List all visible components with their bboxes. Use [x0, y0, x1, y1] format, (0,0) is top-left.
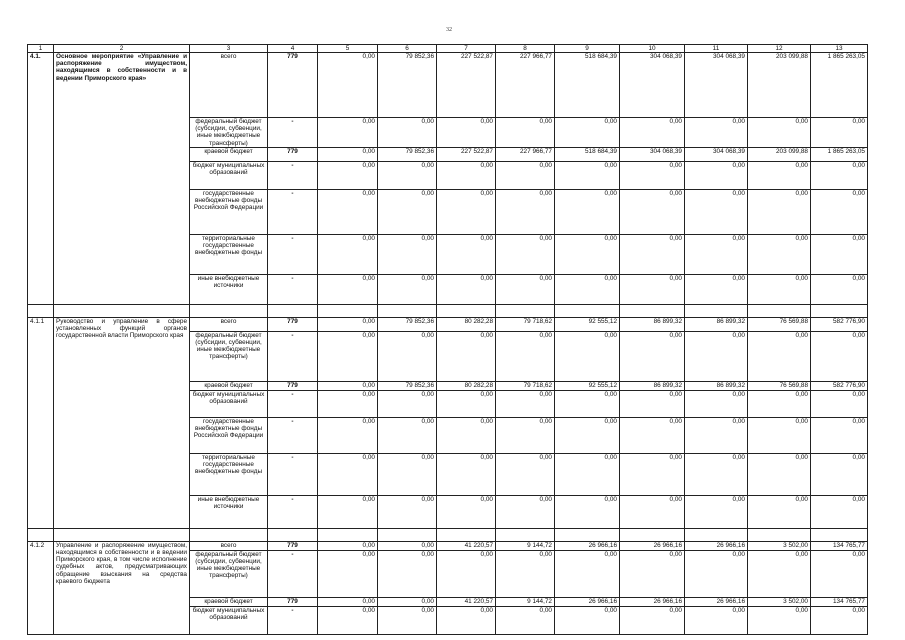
- activity-title: Управление и распоряжение имуществом, находящимся в собственности и в ведении Приморского края, в том числе исполнение судебных актов, предусматривающих обращение взыскания на средства краевого бюджета: [54, 541, 190, 634]
- funding-source: иные внебюджетные источники: [190, 274, 268, 304]
- amount-cell: 0,00: [378, 417, 437, 453]
- amount-cell: 0,00: [378, 541, 437, 550]
- amount-cell: 92 555,12: [555, 381, 620, 390]
- column-number: 7: [437, 45, 496, 53]
- amount-cell: 86 899,32: [620, 381, 685, 390]
- table-row: [28, 317, 868, 331]
- empty-cell: [555, 304, 620, 317]
- empty-cell: [555, 528, 620, 541]
- funding-source: всего: [190, 53, 268, 118]
- amount-cell: 79 852,36: [378, 147, 437, 161]
- amount-cell: 79 718,62: [496, 317, 555, 331]
- budget-code: 779: [268, 53, 318, 118]
- amount-cell: 0,00: [620, 234, 685, 274]
- budget-code: 779: [268, 317, 318, 331]
- amount-cell: 86 899,32: [685, 381, 748, 390]
- amount-cell: 41 220,57: [437, 541, 496, 550]
- amount-cell: 76 569,88: [748, 317, 811, 331]
- amount-cell: 0,00: [318, 381, 378, 390]
- amount-cell: 0,00: [378, 118, 437, 148]
- amount-cell: 0,00: [318, 417, 378, 453]
- budget-code: -: [268, 390, 318, 417]
- amount-cell: 0,00: [748, 234, 811, 274]
- amount-cell: 0,00: [685, 331, 748, 381]
- amount-cell: 0,00: [496, 453, 555, 495]
- amount-cell: 0,00: [318, 147, 378, 161]
- amount-cell: 0,00: [318, 550, 378, 597]
- budget-code: -: [268, 161, 318, 189]
- amount-cell: 0,00: [685, 417, 748, 453]
- empty-cell: [268, 528, 318, 541]
- amount-cell: 0,00: [811, 274, 868, 304]
- funding-source: федеральный бюджет (субсидии, субвенции, иные межбюджетные трансферты): [190, 550, 268, 597]
- budget-code: -: [268, 550, 318, 597]
- amount-cell: 0,00: [437, 331, 496, 381]
- amount-cell: 304 068,39: [620, 53, 685, 118]
- empty-cell: [620, 528, 685, 541]
- column-number: 6: [378, 45, 437, 53]
- amount-cell: 0,00: [378, 550, 437, 597]
- amount-cell: 79 852,36: [378, 53, 437, 118]
- amount-cell: 0,00: [437, 161, 496, 189]
- amount-cell: 0,00: [496, 118, 555, 148]
- amount-cell: 227 522,87: [437, 147, 496, 161]
- amount-cell: 1 865 263,05: [811, 53, 868, 118]
- empty-cell: [748, 528, 811, 541]
- amount-cell: 0,00: [437, 189, 496, 234]
- amount-cell: 0,00: [437, 606, 496, 634]
- amount-cell: 0,00: [811, 161, 868, 189]
- spacer-row: [28, 528, 868, 541]
- amount-cell: 518 684,39: [555, 53, 620, 118]
- amount-cell: 134 765,77: [811, 597, 868, 606]
- amount-cell: 518 684,39: [555, 147, 620, 161]
- amount-cell: 0,00: [811, 417, 868, 453]
- funding-source: бюджет муниципальных образований: [190, 606, 268, 634]
- amount-cell: 0,00: [318, 495, 378, 528]
- amount-cell: 0,00: [318, 606, 378, 634]
- amount-cell: 203 099,88: [748, 147, 811, 161]
- amount-cell: 26 966,16: [685, 597, 748, 606]
- amount-cell: 79 718,62: [496, 381, 555, 390]
- amount-cell: 9 144,72: [496, 597, 555, 606]
- column-number-row: [28, 45, 868, 53]
- amount-cell: 0,00: [496, 495, 555, 528]
- empty-cell: [685, 528, 748, 541]
- amount-cell: 0,00: [318, 331, 378, 381]
- amount-cell: 26 966,16: [555, 541, 620, 550]
- amount-cell: 0,00: [318, 597, 378, 606]
- amount-cell: 0,00: [811, 189, 868, 234]
- column-number: 2: [54, 45, 190, 53]
- amount-cell: 0,00: [685, 189, 748, 234]
- funding-source: территориальные государственные внебюджетные фонды: [190, 453, 268, 495]
- amount-cell: 0,00: [685, 390, 748, 417]
- amount-cell: 0,00: [811, 331, 868, 381]
- amount-cell: 79 852,36: [378, 381, 437, 390]
- amount-cell: 0,00: [496, 189, 555, 234]
- amount-cell: 26 966,16: [620, 597, 685, 606]
- funding-source: краевой бюджет: [190, 147, 268, 161]
- empty-cell: [54, 528, 190, 541]
- amount-cell: 1 865 263,05: [811, 147, 868, 161]
- column-number: 8: [496, 45, 555, 53]
- amount-cell: 0,00: [620, 495, 685, 528]
- budget-code: 779: [268, 147, 318, 161]
- budget-code: -: [268, 606, 318, 634]
- amount-cell: 0,00: [496, 234, 555, 274]
- amount-cell: 0,00: [811, 453, 868, 495]
- amount-cell: 0,00: [555, 189, 620, 234]
- amount-cell: 80 282,28: [437, 381, 496, 390]
- amount-cell: 0,00: [555, 417, 620, 453]
- amount-cell: 0,00: [748, 550, 811, 597]
- amount-cell: 0,00: [685, 234, 748, 274]
- empty-cell: [378, 304, 437, 317]
- amount-cell: 86 899,32: [685, 317, 748, 331]
- column-number: 3: [190, 45, 268, 53]
- amount-cell: 0,00: [378, 606, 437, 634]
- amount-cell: 0,00: [620, 189, 685, 234]
- amount-cell: 0,00: [620, 118, 685, 148]
- amount-cell: 0,00: [555, 234, 620, 274]
- amount-cell: 0,00: [318, 453, 378, 495]
- budget-code: -: [268, 331, 318, 381]
- amount-cell: 0,00: [748, 161, 811, 189]
- row-code: 4.1.: [28, 53, 54, 305]
- column-number: 12: [748, 45, 811, 53]
- amount-cell: 0,00: [748, 331, 811, 381]
- amount-cell: 0,00: [555, 390, 620, 417]
- empty-cell: [28, 528, 54, 541]
- empty-cell: [811, 528, 868, 541]
- funding-source: иные внебюджетные источники: [190, 495, 268, 528]
- amount-cell: 0,00: [685, 495, 748, 528]
- amount-cell: 0,00: [555, 453, 620, 495]
- amount-cell: 0,00: [437, 118, 496, 148]
- amount-cell: 0,00: [685, 274, 748, 304]
- budget-code: -: [268, 495, 318, 528]
- budget-code: -: [268, 417, 318, 453]
- empty-cell: [685, 304, 748, 317]
- amount-cell: 0,00: [811, 550, 868, 597]
- amount-cell: 0,00: [685, 606, 748, 634]
- funding-source: краевой бюджет: [190, 381, 268, 390]
- amount-cell: 0,00: [437, 417, 496, 453]
- amount-cell: 0,00: [555, 550, 620, 597]
- amount-cell: 0,00: [437, 274, 496, 304]
- amount-cell: 3 502,00: [748, 597, 811, 606]
- amount-cell: 86 899,32: [620, 317, 685, 331]
- amount-cell: 0,00: [620, 331, 685, 381]
- empty-cell: [378, 528, 437, 541]
- amount-cell: 0,00: [378, 453, 437, 495]
- empty-cell: [437, 528, 496, 541]
- empty-cell: [190, 304, 268, 317]
- amount-cell: 0,00: [620, 161, 685, 189]
- empty-cell: [54, 304, 190, 317]
- amount-cell: 0,00: [685, 550, 748, 597]
- amount-cell: 0,00: [318, 161, 378, 189]
- amount-cell: 0,00: [378, 274, 437, 304]
- budget-table: [27, 44, 868, 635]
- amount-cell: 0,00: [620, 606, 685, 634]
- funding-source: всего: [190, 541, 268, 550]
- amount-cell: 0,00: [620, 453, 685, 495]
- budget-code: -: [268, 189, 318, 234]
- amount-cell: 0,00: [318, 274, 378, 304]
- column-number: 4: [268, 45, 318, 53]
- amount-cell: 0,00: [685, 161, 748, 189]
- amount-cell: 3 502,00: [748, 541, 811, 550]
- amount-cell: 0,00: [378, 390, 437, 417]
- amount-cell: 41 220,57: [437, 597, 496, 606]
- amount-cell: 0,00: [496, 417, 555, 453]
- amount-cell: 0,00: [748, 495, 811, 528]
- amount-cell: 0,00: [620, 274, 685, 304]
- amount-cell: 0,00: [496, 161, 555, 189]
- empty-cell: [190, 528, 268, 541]
- empty-cell: [620, 304, 685, 317]
- table-row: [28, 541, 868, 550]
- amount-cell: 26 966,16: [685, 541, 748, 550]
- amount-cell: 203 099,88: [748, 53, 811, 118]
- funding-source: государственные внебюджетные фонды Российской Федерации: [190, 417, 268, 453]
- funding-source: государственные внебюджетные фонды Российской Федерации: [190, 189, 268, 234]
- amount-cell: 0,00: [555, 606, 620, 634]
- empty-cell: [496, 304, 555, 317]
- empty-cell: [437, 304, 496, 317]
- empty-cell: [318, 304, 378, 317]
- amount-cell: 0,00: [378, 495, 437, 528]
- column-number: 5: [318, 45, 378, 53]
- amount-cell: 0,00: [496, 606, 555, 634]
- amount-cell: 0,00: [318, 317, 378, 331]
- column-number: 10: [620, 45, 685, 53]
- budget-code: 779: [268, 541, 318, 550]
- amount-cell: 0,00: [748, 417, 811, 453]
- row-code: 4.1.2: [28, 541, 54, 634]
- budget-code: -: [268, 274, 318, 304]
- empty-cell: [748, 304, 811, 317]
- funding-source: бюджет муниципальных образований: [190, 161, 268, 189]
- amount-cell: 0,00: [748, 390, 811, 417]
- amount-cell: 0,00: [318, 118, 378, 148]
- amount-cell: 134 765,77: [811, 541, 868, 550]
- amount-cell: 0,00: [496, 274, 555, 304]
- amount-cell: 0,00: [811, 606, 868, 634]
- amount-cell: 227 966,77: [496, 53, 555, 118]
- amount-cell: 92 555,12: [555, 317, 620, 331]
- funding-source: бюджет муниципальных образований: [190, 390, 268, 417]
- amount-cell: 0,00: [496, 390, 555, 417]
- amount-cell: 0,00: [318, 189, 378, 234]
- amount-cell: 0,00: [318, 53, 378, 118]
- column-number: 13: [811, 45, 868, 53]
- amount-cell: 0,00: [620, 417, 685, 453]
- amount-cell: 304 068,39: [685, 53, 748, 118]
- activity-title: Основное мероприятие «Управление и распоряжение имуществом, находящимся в собственности и в ведении Приморского края»: [54, 53, 190, 305]
- amount-cell: 26 966,16: [555, 597, 620, 606]
- amount-cell: 0,00: [437, 234, 496, 274]
- amount-cell: 0,00: [378, 189, 437, 234]
- amount-cell: 0,00: [318, 390, 378, 417]
- activity-title: Руководство и управление в сфере установленных функций органов государственной власти Приморского края: [54, 317, 190, 528]
- amount-cell: 0,00: [496, 550, 555, 597]
- amount-cell: 0,00: [748, 189, 811, 234]
- amount-cell: 0,00: [748, 118, 811, 148]
- column-number: 9: [555, 45, 620, 53]
- amount-cell: 26 966,16: [620, 541, 685, 550]
- amount-cell: 0,00: [811, 234, 868, 274]
- funding-source: всего: [190, 317, 268, 331]
- empty-cell: [268, 304, 318, 317]
- amount-cell: 0,00: [555, 161, 620, 189]
- empty-cell: [318, 528, 378, 541]
- page-number: 32: [446, 27, 452, 33]
- budget-code: -: [268, 118, 318, 148]
- funding-source: краевой бюджет: [190, 597, 268, 606]
- amount-cell: 0,00: [437, 550, 496, 597]
- amount-cell: 0,00: [555, 331, 620, 381]
- amount-cell: 0,00: [555, 118, 620, 148]
- amount-cell: 0,00: [496, 331, 555, 381]
- amount-cell: 0,00: [378, 234, 437, 274]
- amount-cell: 227 966,77: [496, 147, 555, 161]
- amount-cell: 0,00: [437, 390, 496, 417]
- amount-cell: 0,00: [685, 118, 748, 148]
- amount-cell: 0,00: [748, 274, 811, 304]
- table-row: [28, 53, 868, 118]
- amount-cell: 304 068,39: [685, 147, 748, 161]
- amount-cell: 0,00: [318, 234, 378, 274]
- amount-cell: 0,00: [378, 161, 437, 189]
- column-number: 11: [685, 45, 748, 53]
- amount-cell: 0,00: [811, 495, 868, 528]
- amount-cell: 9 144,72: [496, 541, 555, 550]
- budget-code: 779: [268, 597, 318, 606]
- amount-cell: 304 068,39: [620, 147, 685, 161]
- spacer-row: [28, 304, 868, 317]
- amount-cell: 0,00: [555, 274, 620, 304]
- amount-cell: 0,00: [811, 118, 868, 148]
- empty-cell: [496, 528, 555, 541]
- empty-cell: [811, 304, 868, 317]
- amount-cell: 0,00: [685, 453, 748, 495]
- amount-cell: 0,00: [620, 550, 685, 597]
- funding-source: федеральный бюджет (субсидии, субвенции, иные межбюджетные трансферты): [190, 331, 268, 381]
- amount-cell: 0,00: [378, 597, 437, 606]
- amount-cell: 76 569,88: [748, 381, 811, 390]
- amount-cell: 582 776,90: [811, 317, 868, 331]
- budget-code: -: [268, 453, 318, 495]
- empty-cell: [28, 304, 54, 317]
- amount-cell: 0,00: [437, 453, 496, 495]
- amount-cell: 582 776,90: [811, 381, 868, 390]
- amount-cell: 227 522,87: [437, 53, 496, 118]
- amount-cell: 0,00: [620, 390, 685, 417]
- row-code: 4.1.1: [28, 317, 54, 528]
- amount-cell: 0,00: [748, 453, 811, 495]
- amount-cell: 79 852,36: [378, 317, 437, 331]
- budget-code: -: [268, 234, 318, 274]
- funding-source: федеральный бюджет (субсидии, субвенции, иные межбюджетные трансферты): [190, 118, 268, 148]
- amount-cell: 0,00: [811, 390, 868, 417]
- amount-cell: 0,00: [555, 495, 620, 528]
- column-number: 1: [28, 45, 54, 53]
- amount-cell: 80 282,28: [437, 317, 496, 331]
- funding-source: территориальные государственные внебюджетные фонды: [190, 234, 268, 274]
- amount-cell: 0,00: [437, 495, 496, 528]
- amount-cell: 0,00: [748, 606, 811, 634]
- budget-code: 779: [268, 381, 318, 390]
- amount-cell: 0,00: [318, 541, 378, 550]
- amount-cell: 0,00: [378, 331, 437, 381]
